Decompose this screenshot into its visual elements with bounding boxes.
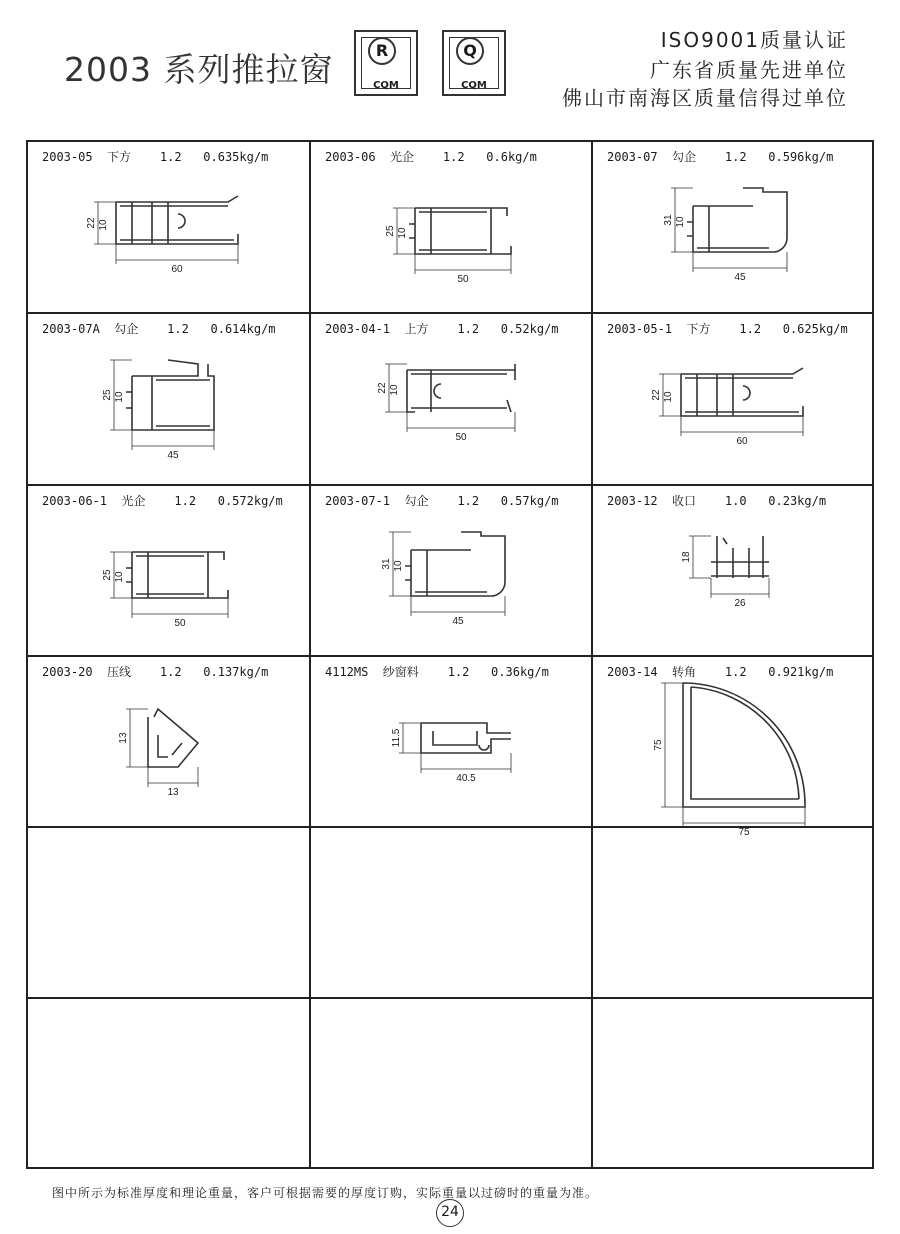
profile-grid: [26, 140, 874, 1169]
dim-width: 60: [736, 436, 748, 447]
profile-label: 4112MS 纱窗料 1.2 0.36kg/m: [325, 665, 549, 679]
dim-width: 45: [167, 450, 179, 461]
profile-drawing: [28, 486, 309, 656]
dim-width: 45: [452, 616, 464, 627]
cert-line-3: 佛山市南海区质量信得过单位: [562, 86, 848, 110]
footer-note: 图中所示为标准厚度和理论重量，客户可根据需要的厚度订购，实际重量以过磅时的重量为准。: [52, 1186, 599, 1200]
dim-inner: 10: [389, 384, 400, 396]
dim-width: 75: [738, 827, 750, 838]
profile-cell: [28, 657, 309, 827]
dim-width: 13: [167, 787, 179, 798]
dim-height: 25: [385, 225, 396, 237]
profile-drawing: [311, 314, 591, 484]
dim-width: 26: [734, 598, 746, 609]
profile-cell: [311, 657, 591, 827]
profile-cell: [28, 142, 309, 312]
profile-label: 2003-20 压线 1.2 0.137kg/m: [42, 665, 269, 679]
profile-drawing: [28, 142, 309, 312]
dim-height: 25: [102, 569, 113, 581]
logo-r-mark: R: [368, 37, 396, 65]
dim-inner: 10: [114, 391, 125, 403]
dim-width: 50: [457, 274, 469, 285]
page-title: 2003 系列推拉窗: [64, 50, 334, 89]
dim-inner: 10: [114, 571, 125, 583]
profile-label: 2003-04-1 上方 1.2 0.52kg/m: [325, 322, 559, 336]
profile-drawing: [28, 314, 309, 484]
dim-height: 75: [653, 739, 664, 751]
dim-width: 50: [455, 432, 467, 443]
profile-cell: [593, 657, 874, 838]
dim-width: 45: [734, 272, 746, 283]
cqm-q-logo: [442, 30, 506, 96]
dim-height: 22: [651, 389, 662, 401]
profile-cell: [593, 142, 874, 312]
profile-label: 2003-12 收口 1.0 0.23kg/m: [607, 494, 827, 508]
profile-drawing: [311, 486, 591, 656]
page-number: 24: [436, 1199, 464, 1227]
dim-inner: 10: [397, 227, 408, 239]
dim-height: 25: [102, 389, 113, 401]
cert-line-1: ISO9001质量认证: [660, 28, 848, 52]
profile-cell: [28, 314, 309, 484]
profile-drawing: [311, 142, 591, 312]
profile-label: 2003-14 转角 1.2 0.921kg/m: [607, 665, 834, 679]
dim-height: 11.5: [391, 728, 402, 748]
profile-cell: [28, 486, 309, 656]
profile-cell: [593, 314, 874, 484]
profile-label: 2003-06-1 光企 1.2 0.572kg/m: [42, 494, 283, 508]
dim-inner: 10: [98, 219, 109, 231]
dim-height: 18: [681, 551, 692, 563]
logo-q-mark: Q: [456, 37, 484, 65]
dim-inner: 10: [675, 216, 686, 228]
dim-height: 31: [663, 214, 674, 226]
profile-drawing: [593, 657, 874, 838]
dim-height: 22: [377, 382, 388, 394]
profile-cell: [311, 314, 591, 484]
profile-drawing: [593, 142, 874, 312]
dim-width: 40.5: [456, 773, 476, 784]
profile-drawing: [593, 486, 874, 656]
profile-cell: [311, 486, 591, 656]
profile-drawing: [311, 657, 591, 827]
dim-inner: 10: [393, 560, 404, 572]
cqm-r-logo: [354, 30, 418, 96]
dim-width: 60: [171, 264, 183, 275]
profile-label: 2003-05 下方 1.2 0.635kg/m: [42, 150, 269, 164]
profile-label: 2003-07 勾企 1.2 0.596kg/m: [607, 150, 834, 164]
logo-r-text: CQM: [373, 80, 399, 91]
dim-height: 13: [118, 732, 129, 744]
profile-drawing: [28, 657, 309, 827]
dim-height: 31: [381, 558, 392, 570]
cert-line-2: 广东省质量先进单位: [650, 58, 848, 82]
profile-cell: [593, 486, 874, 656]
profile-cell: [311, 142, 591, 312]
profile-label: 2003-07-1 勾企 1.2 0.57kg/m: [325, 494, 559, 508]
profile-label: 2003-06 光企 1.2 0.6kg/m: [325, 150, 537, 164]
dim-width: 50: [174, 618, 186, 629]
dim-inner: 10: [663, 391, 674, 403]
logo-q-text: CQM: [461, 80, 487, 91]
profile-label: 2003-05-1 下方 1.2 0.625kg/m: [607, 322, 848, 336]
profile-label: 2003-07A 勾企 1.2 0.614kg/m: [42, 322, 276, 336]
dim-height: 22: [86, 217, 97, 229]
profile-drawing: [593, 314, 874, 484]
